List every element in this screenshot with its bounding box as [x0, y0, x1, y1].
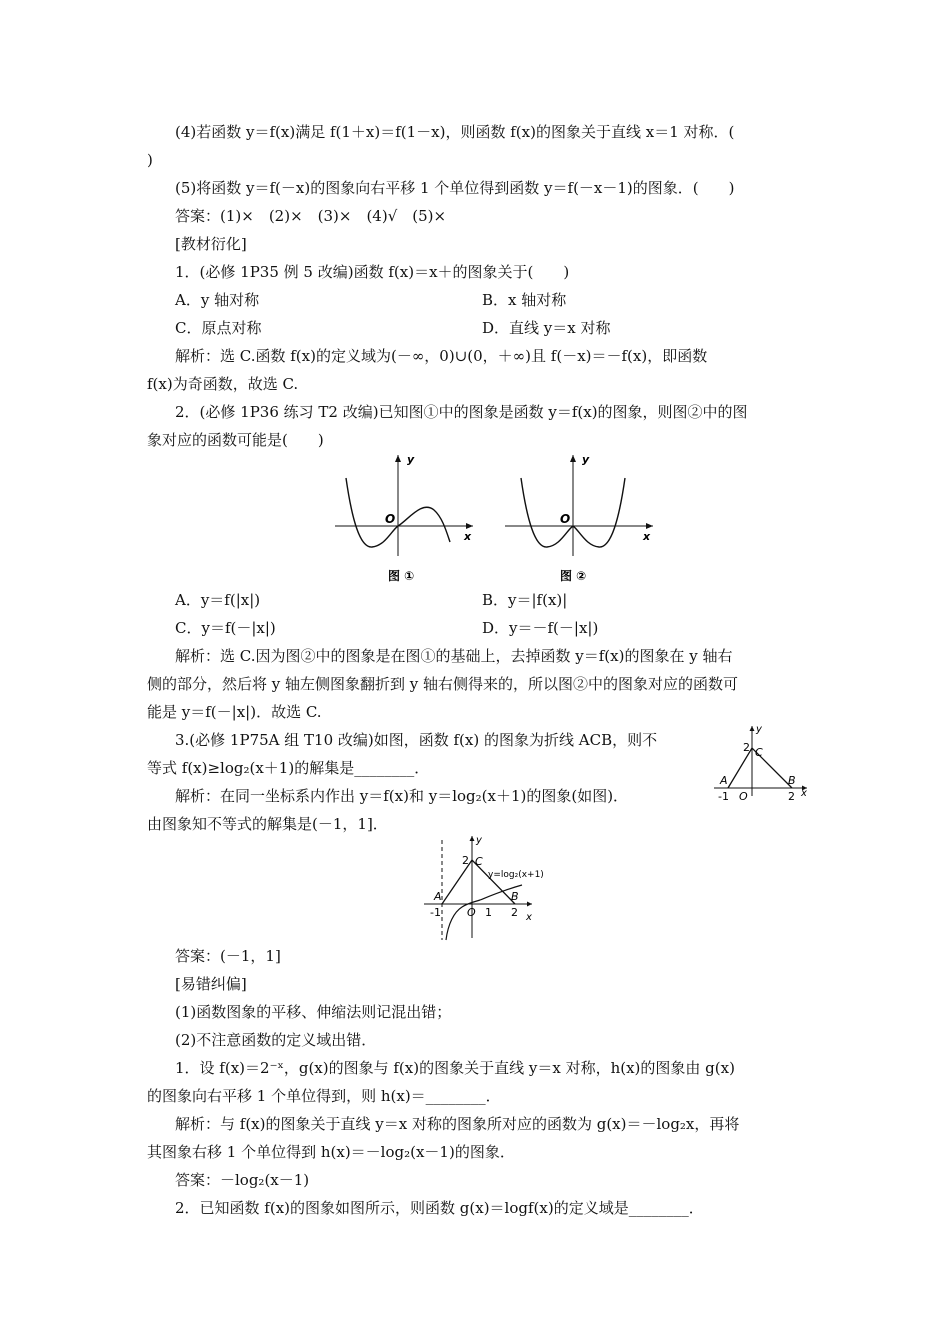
- option-d: D．直线 y＝x 对称: [482, 319, 611, 337]
- figure-caption: 图 ②: [560, 569, 587, 583]
- solution-line: 侧的部分，然后将 y 轴左侧图象翻折到 y 轴右侧得来的，所以图②中的图象对应的函数可: [147, 675, 739, 693]
- text-line: (4)若函数 y＝f(x)满足 f(1＋x)＝f(1－x)，则函数 f(x)的图象关于直线 x＝1 对称．(: [175, 123, 735, 141]
- question-1: 1．(必修 1P35 例 5 改编)函数 f(x)＝x＋的图象关于( ): [175, 263, 570, 281]
- point-a-label: A: [720, 774, 728, 787]
- graph-2: [505, 453, 653, 583]
- origin-label: O: [385, 512, 396, 526]
- question-2: 2．(必修 1P36 练习 T2 改编)已知图①中的图象是函数 y＝f(x)的图象，则图②中的图: [175, 403, 748, 421]
- origin-label: O: [560, 512, 571, 526]
- section-heading: [易错纠偏]: [175, 975, 247, 993]
- tick-label: -1: [430, 906, 441, 919]
- answer-line: 答案：(－1，1]: [175, 947, 281, 965]
- figure-caption: 图 ①: [388, 569, 415, 583]
- text-line: (2)不注意函数的定义域出错．: [175, 1031, 377, 1049]
- option-b: B．x 轴对称: [482, 291, 567, 309]
- text-line: (5)将函数 y＝f(－x)的图象向右平移 1 个单位得到函数 y＝f(－x－1)的图象．( ): [175, 179, 735, 197]
- origin-label: O: [739, 790, 748, 802]
- solution-line: 由图象知不等式的解集是(－1，1]．: [147, 815, 388, 833]
- solution-line: 解析：与 f(x)的图象关于直线 y＝x 对称的图象所对应的函数为 g(x)＝－log₂x，再将: [175, 1115, 740, 1133]
- origin-label: O: [467, 906, 476, 919]
- x-label: x: [801, 788, 807, 799]
- question-line: 2．已知函数 f(x)的图象如图所示，则函数 g(x)＝logf(x)的定义域是________．: [175, 1199, 704, 1217]
- text-line: ): [147, 151, 153, 169]
- tick-label: 1: [485, 906, 492, 919]
- figure-3: [712, 722, 812, 802]
- solution-line: 能是 y＝f(－|x|)．故选 C.: [147, 703, 322, 721]
- point-c-label: C: [475, 855, 483, 868]
- solution-line: 解析：选 C.函数 f(x)的定义域为(－∞，0)∪(0，＋∞)且 f(－x)＝－f(x)，即函数: [175, 347, 708, 365]
- option-d: D．y＝－f(－|x|): [482, 619, 599, 637]
- point-a-label: A: [434, 890, 442, 903]
- solution-line: f(x)为奇函数，故选 C.: [147, 375, 299, 393]
- section-heading: [教材衍化]: [175, 235, 247, 253]
- tick-label: 2: [462, 854, 469, 867]
- point-b-label: B: [511, 890, 519, 903]
- solution-line: 解析：选 C.因为图②中的图象是在图①的基础上，去掉函数 y＝f(x)的图象在 y 轴右: [175, 647, 733, 665]
- option-c: C．y＝f(－|x|): [175, 619, 276, 637]
- answer-line: 答案：－log₂(x－1): [175, 1171, 310, 1189]
- figure-1-2: [330, 450, 670, 590]
- question-3: 3.(必修 1P75A 组 T10 改编)如图，函数 f(x) 的图象为折线 ACB，则不: [175, 731, 658, 749]
- text-line: (1)函数图象的平移、伸缩法则记混出错；: [175, 1003, 452, 1021]
- x-label: x: [643, 530, 651, 543]
- y-label: y: [756, 724, 762, 735]
- figure-4: [422, 832, 562, 944]
- tick-label: 2: [788, 790, 795, 802]
- solution-line: 其图象右移 1 个单位得到 h(x)＝－log₂(x－1)的图象．: [147, 1143, 515, 1161]
- question-2-cont: 象对应的函数可能是( ): [147, 431, 324, 449]
- option-a: A．y＝f(|x|): [175, 591, 261, 609]
- solution-line: 解析：在同一坐标系内作出 y＝f(x)和 y＝log₂(x＋1)的图象(如图)．: [175, 787, 629, 805]
- y-label: y: [476, 835, 482, 846]
- question-line: 1．设 f(x)＝2⁻ˣ，g(x)的图象与 f(x)的图象关于直线 y＝x 对称，h(x)的图象由 g(x): [175, 1059, 735, 1077]
- question-line: 的图象向右平移 1 个单位得到，则 h(x)＝________．: [147, 1087, 501, 1105]
- tick-label: 2: [743, 741, 750, 754]
- point-c-label: C: [755, 746, 763, 759]
- curve-label: y=log₂(x+1): [488, 870, 544, 880]
- graph-1: [335, 453, 473, 583]
- option-c: C．原点对称: [175, 319, 262, 337]
- question-3-cont: 等式 f(x)≥log₂(x＋1)的解集是________．: [147, 759, 430, 777]
- y-label: y: [582, 453, 590, 466]
- y-label: y: [407, 453, 415, 466]
- option-a: A．y 轴对称: [175, 291, 260, 309]
- point-b-label: B: [788, 774, 796, 787]
- option-b: B．y＝|f(x)|: [482, 591, 568, 609]
- x-label: x: [464, 530, 472, 543]
- tick-label: 2: [511, 906, 518, 919]
- tick-label: -1: [718, 790, 729, 802]
- answer-line: 答案：(1)× (2)× (3)× (4)√ (5)×: [175, 207, 447, 225]
- x-label: x: [526, 912, 532, 923]
